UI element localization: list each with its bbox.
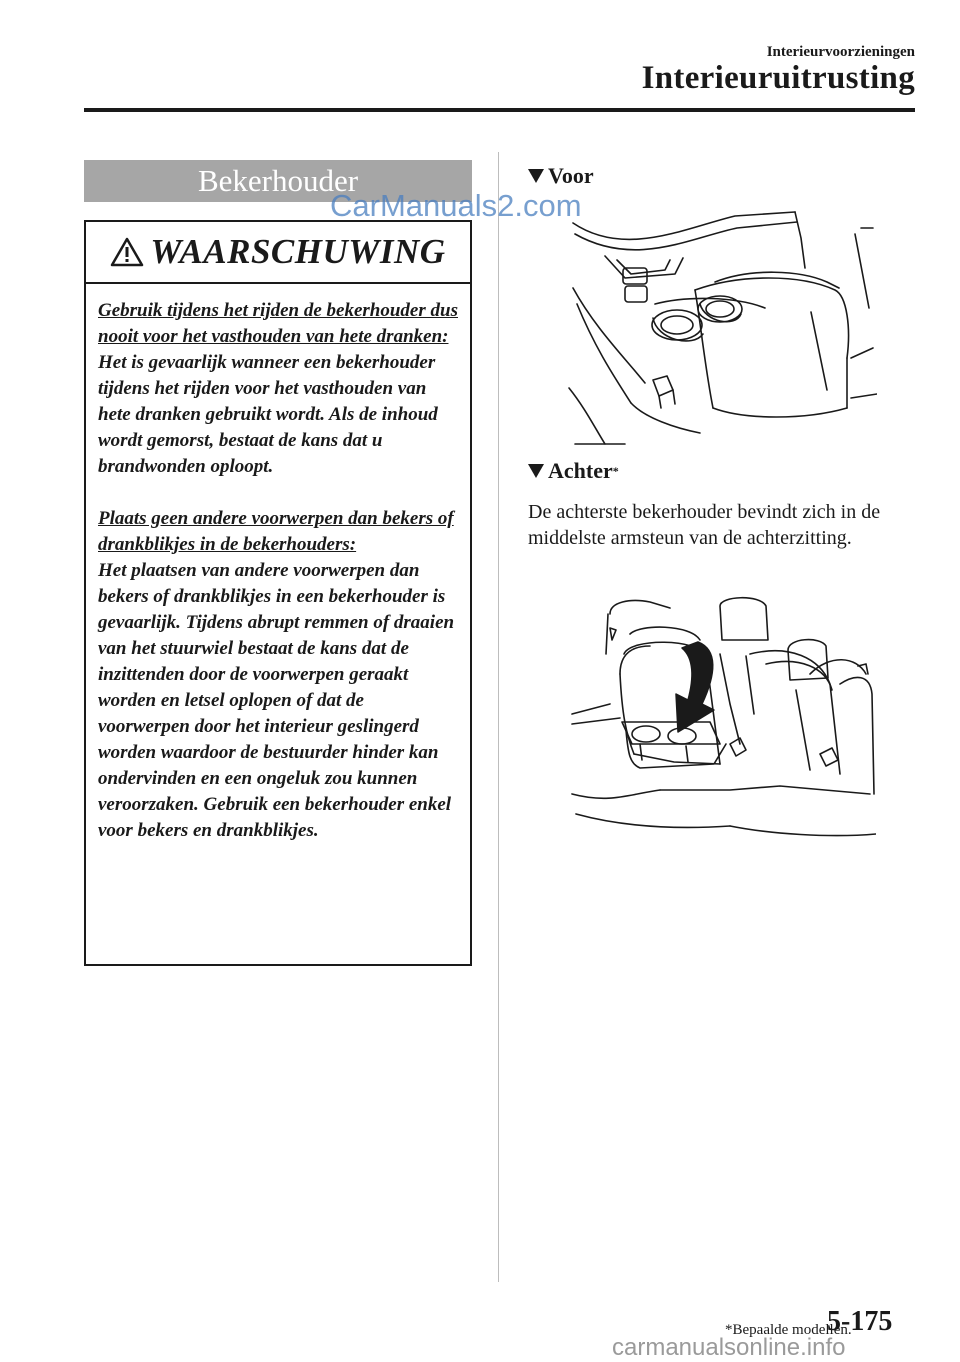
chapter-title: Interieurvoorzieningen — [766, 44, 915, 60]
footnote: *Bepaalde modellen. — [725, 1322, 852, 1338]
triangle-bullet-icon — [528, 464, 544, 478]
arrow-down-icon — [676, 642, 714, 732]
rear-description: De achterste bekerhouder bevindt zich in de middelste armsteun van de achterzitting. — [528, 501, 881, 549]
watermark-bottom[interactable]: carmanualsonline.info — [612, 1334, 846, 1361]
page-number: 5-175 — [827, 1306, 893, 1337]
warning-p2-text: Het plaatsen van andere voorwerpen dan bekers of drankblikjes in een bekerhouder is gevaarlijk. Tijdens abrupt remmen of draaien van het stuurwiel bestaat de kans dat de inzittenden door de voorwerpen geraakt worden en letsel oplopen of dat de voorwerpen door het interieur geslingerd worden waardoor de bestuurder hinder kan ondervinden en een ongeluk zou kunnen veroorzaken. Gebruik een bekerhouder enkel voor bekers en drankblikjes. — [98, 560, 455, 841]
section-header: Interieuruitrusting — [641, 60, 915, 96]
column-divider — [498, 152, 499, 1282]
front-heading-label: Voor — [548, 163, 594, 188]
rear-asterisk: * — [612, 463, 619, 478]
rear-heading — [528, 458, 619, 484]
front-heading — [528, 163, 594, 189]
warning-p1-heading: Gebruik tijdens het rijden de bekerhouder dus nooit voor het vasthouden van hete dranken: — [98, 300, 458, 347]
warning-triangle-icon — [110, 237, 144, 267]
triangle-bullet-icon — [528, 169, 544, 183]
warning-p1-text: Het is gevaarlijk wanneer een bekerhouder tijdens het rijden voor het vasthouden van hete dranken gebruikt wordt. Als de inhoud wordt gemorst, bestaat de kans dat u brandwonden oploopt. — [98, 352, 438, 477]
rear-cupholder-illustration — [570, 594, 876, 840]
warning-body — [86, 284, 470, 844]
watermark-top[interactable]: CarManuals2.com — [330, 188, 582, 223]
header-rule — [84, 108, 915, 112]
front-cupholder-illustration — [565, 208, 877, 446]
section-title: Bekerhouder — [84, 160, 472, 202]
warning-box — [84, 220, 472, 966]
warning-header — [86, 222, 470, 284]
warning-p2-heading: Plaats geen andere voorwerpen dan bekers of drankblikjes in de bekerhouders: — [98, 508, 454, 555]
rear-heading-label: Achter — [548, 458, 613, 483]
warning-title: WAARSCHUWING — [150, 232, 446, 271]
